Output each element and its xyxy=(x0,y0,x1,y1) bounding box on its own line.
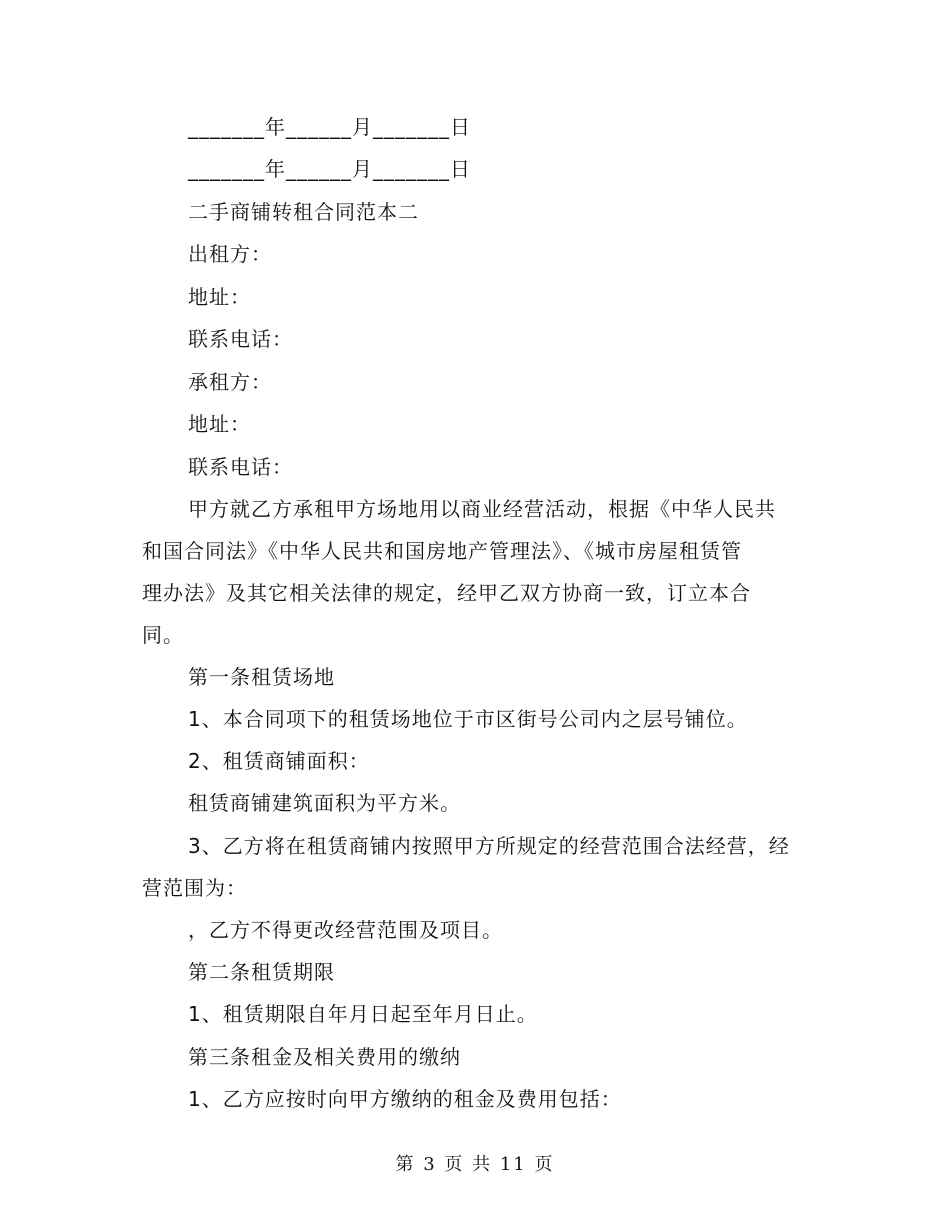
page-indicator: 第 3 页 共 11 页 xyxy=(395,1154,555,1175)
preamble-line-4: 同。 xyxy=(142,623,184,647)
article-1-title: 第一条租赁场地 xyxy=(188,665,335,689)
lessee-address-label: 地址： xyxy=(188,412,251,436)
article-3-title: 第三条租金及相关费用的缴纳 xyxy=(188,1045,461,1069)
lessor-phone-label: 联系电话： xyxy=(188,327,293,351)
lessor-label: 出租方： xyxy=(188,242,272,266)
article-1-item-3-line-1: 3、乙方将在租赁商铺内按照甲方所规定的经营范围合法经营，经 xyxy=(188,834,790,858)
lessee-label: 承租方： xyxy=(188,370,272,394)
date-line-2: _______年______月_______日 xyxy=(188,157,471,181)
lessor-address-label: 地址： xyxy=(188,285,251,309)
article-1-item-3-line-2: 营范围为： xyxy=(142,876,247,900)
article-1-item-3-line-3: ，乙方不得更改经营范围及项目。 xyxy=(188,918,503,942)
lessee-phone-label: 联系电话： xyxy=(188,455,293,479)
preamble-line-3: 理办法》及其它相关法律的规定，经甲乙双方协商一致，订立本合 xyxy=(142,581,751,605)
article-1-item-2: 2、租赁商铺面积： xyxy=(188,749,370,773)
date-line-1: _______年______月_______日 xyxy=(188,115,471,139)
article-2-title: 第二条租赁期限 xyxy=(188,960,335,984)
article-1-item-2-detail: 租赁商铺建筑面积为平方米。 xyxy=(188,791,461,815)
preamble-line-2: 和国合同法》《中华人民共和国房地产管理法》、《城市房屋租赁管 xyxy=(142,539,742,563)
article-2-item-1: 1、租赁期限自年月日起至年月日止。 xyxy=(188,1002,538,1026)
preamble-line-1: 甲方就乙方承租甲方场地用以商业经营活动，根据《中华人民共 xyxy=(188,497,776,521)
section-title: 二手商铺转租合同范本二 xyxy=(188,200,419,224)
article-3-item-1: 1、乙方应按时向甲方缴纳的租金及费用包括： xyxy=(188,1087,622,1111)
article-1-item-1: 1、本合同项下的租赁场地位于市区街号公司内之层号铺位。 xyxy=(188,707,748,731)
